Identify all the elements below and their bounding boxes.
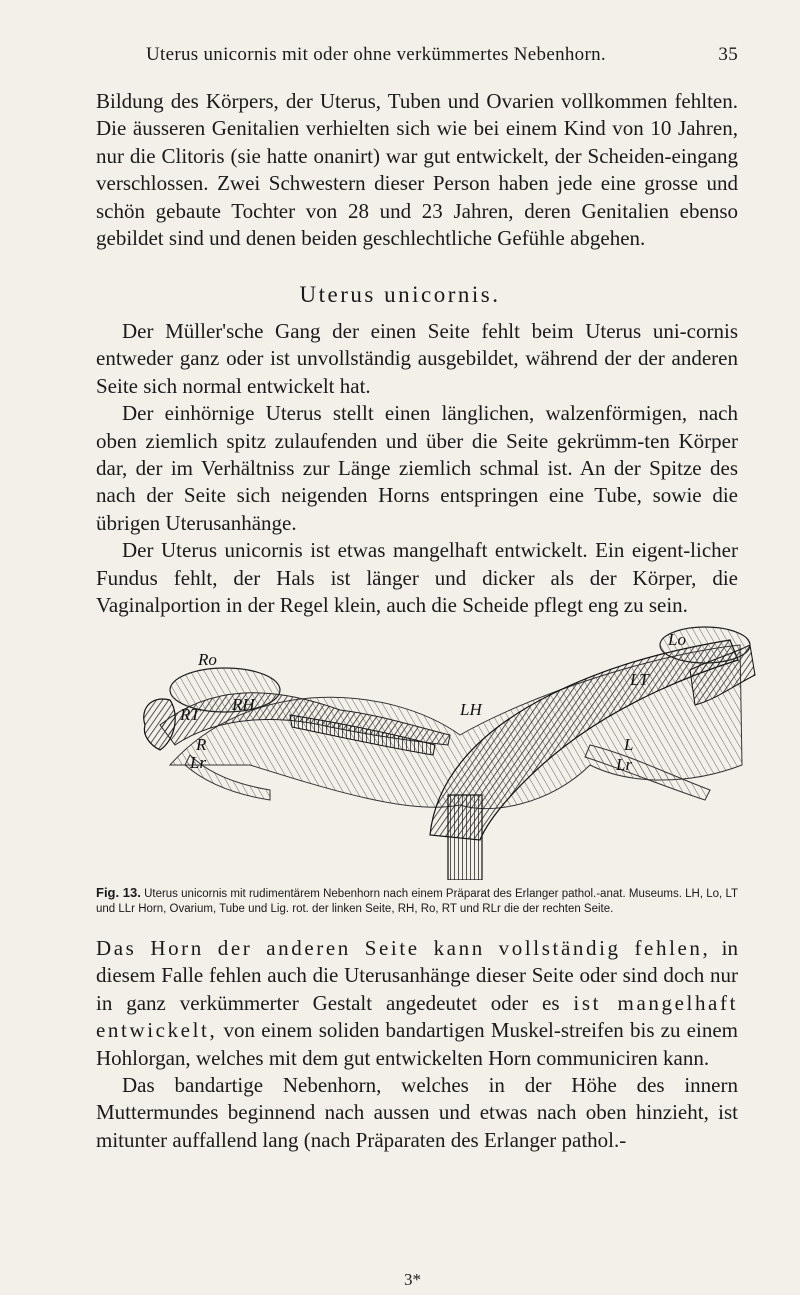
running-title: Uterus unicornis mit oder ohne verkümmertes Nebenhorn.: [146, 44, 606, 65]
cervix: [448, 795, 482, 880]
text-run: in diesem Falle fehlen auch die Uterusanhänge dieser Seite oder sind doch nur in ganz verkümmerter Gestalt angedeutet oder es: [96, 936, 738, 1015]
paragraph-group-nebenhorn: [96, 935, 738, 1154]
anatomical-figure: [130, 615, 764, 880]
label-ro: Ro: [198, 650, 217, 669]
paragraph-group-unicornis: [96, 318, 738, 619]
paragraph-text: [96, 935, 738, 1072]
figure-caption: [96, 885, 738, 917]
label-rh: RH: [232, 695, 255, 714]
paragraph-text: Bildung des Körpers, der Uterus, Tuben und Ovarien vollkommen fehlten. Die äusseren Genitalien verhielten sich wie bei einem Kind von 10 Jahren, nur die Clitoris (sie hatte onanirt) war gut entwickelt, der Scheiden-eingang verschlossen. Zwei Schwestern dieser Person haben jede eine grosse und schön gebaute Tochter von 28 und 23 Jahren, deren Genitalien ebenso gebildet sind und denen beiden geschlechtliche Gefühle abgehen.: [96, 89, 738, 251]
uterus-illustration: [130, 615, 764, 880]
label-lt: LT: [630, 670, 649, 689]
right-fimbria: [144, 699, 175, 750]
section-heading: Uterus unicornis.: [299, 282, 501, 307]
label-l: L: [624, 735, 634, 754]
paragraph-text: Der Müller'sche Gang der einen Seite fehlt beim Uterus uni-cornis entweder ganz oder ist unvollständig ausgebildet, während der der anderen Seite sich normal entwickelt hat.: [96, 319, 738, 398]
caption-text: Uterus unicornis mit rudimentärem Nebenhorn nach einem Präparat des Erlanger pathol.-anat. Museums. LH, Lo, LT und LLr Horn, Ovarium, Tube und Lig. rot. der linken Seite, RH, Ro, RT und RLr die der rechten Seite.: [96, 888, 739, 915]
label-llr: Lr: [616, 755, 633, 774]
label-lo: Lo: [668, 630, 686, 649]
label-rt: RT: [180, 705, 200, 724]
figure-number: Fig. 13.: [96, 885, 141, 900]
spaced-emphasis: ist mangelhaft entwickelt,: [96, 990, 738, 1043]
spaced-emphasis: Das Horn der anderen Seite kann vollständig fehlen,: [96, 936, 711, 960]
paragraph-intro: [96, 88, 738, 252]
paragraph-text: Das bandartige Nebenhorn, welches in der Höhe des innern Muttermundes beginnend nach aussen und etwas nach oben hinzieht, ist mitunter auffallend lang (nach Präparaten des Erlanger pathol.-: [96, 1073, 738, 1152]
label-r: R: [196, 735, 207, 754]
paragraph-text: Der Uterus unicornis ist etwas mangelhaft entwickelt. Ein eigent-licher Fundus fehlt, der Hals ist länger und dicker als der Körper, die Vaginalportion in der Regel klein, auch die Scheide pflegt eng zu sein.: [96, 538, 738, 618]
label-lh: LH: [460, 700, 482, 719]
page-number: 35: [718, 44, 738, 65]
signature-mark: 3*: [404, 1270, 421, 1289]
paragraph-text: Der einhörnige Uterus stellt einen länglichen, walzenförmigen, nach oben ziemlich spitz zulaufenden und über die Seite gekrümm-ten Körper dar, der im Verhältniss zur Länge ziemlich schmal ist. An der Spitze des nach der Seite sich neigenden Horns entspringen eine Tube, sowie die übrigen Uterusanhänge.: [96, 401, 738, 535]
text-run: von einem soliden bandartigen Muskel-streifen bis zu einem Hohlorgan, welches mit dem gut entwickelten Horn communiciren kann.: [96, 1018, 738, 1070]
label-rlr: Lr: [190, 753, 207, 772]
